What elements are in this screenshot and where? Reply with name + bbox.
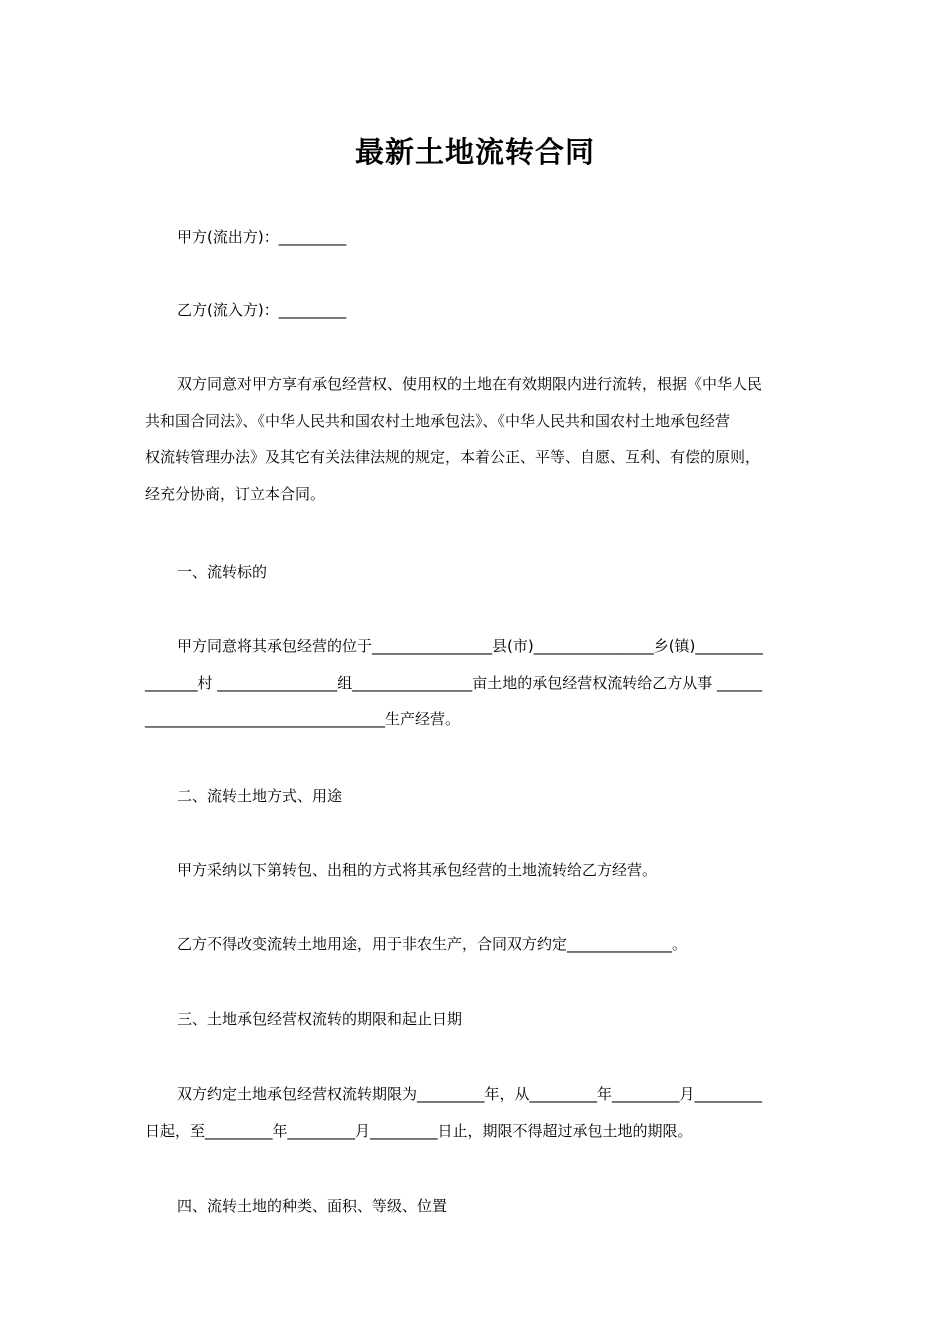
intro-line-4: 经充分协商，订立本合同。 (145, 484, 326, 503)
page-title: 最新土地流转合同 (354, 135, 595, 169)
section-1-line-1: 甲方同意将其承包经营的位于________________县(市)________________乡(镇)_________ (177, 637, 763, 655)
section-1-line-2: _______村 ________________组________________亩土地的承包经营权流转给乙方从事 ______ (145, 673, 763, 692)
intro-line-1: 双方同意对甲方享有承包经营权、使用权的土地在有效期限内进行流转，根据《中华人民 (177, 375, 763, 393)
intro-line-2: 共和国合同法》、《中华人民共和国农村土地承包法》、《中华人民共和国农村土地承包经营 (145, 411, 731, 430)
section-3-line-2: 日起，至_________年_________月_________日止，期限不得超过承包土地的期限。 (145, 1121, 693, 1140)
party-a-line: 甲方(流出方)：_________ (177, 228, 347, 246)
section-4-heading: 四、流转土地的种类、面积、等级、位置 (177, 1197, 448, 1215)
intro-line-3: 权流转管理办法》及其它有关法律法规的规定，本着公正、平等、自愿、互利、有偿的原则， (145, 448, 761, 466)
section-3-paragraph (145, 1076, 810, 1149)
section-3-line-1: 双方约定土地承包经营权流转期限为_________年，从_________年_________月_________ (177, 1085, 763, 1103)
section-2-text-2: 乙方不得改变流转土地用途，用于非农生产，合同双方约定______________。 (177, 935, 688, 953)
party-b-line: 乙方(流入方)：_________ (177, 301, 347, 319)
section-1-line-3: ________________________________生产经营。 (145, 710, 461, 728)
section-2-heading: 二、流转土地方式、用途 (177, 787, 343, 805)
intro-paragraph (145, 366, 810, 512)
section-1-heading: 一、流转标的 (177, 563, 268, 581)
section-2-text-1: 甲方采纳以下第转包、出租的方式将其承包经营的土地流转给乙方经营。 (177, 861, 658, 879)
section-1-paragraph (145, 628, 810, 738)
section-3-heading: 三、土地承包经营权流转的期限和起止日期 (177, 1010, 463, 1028)
